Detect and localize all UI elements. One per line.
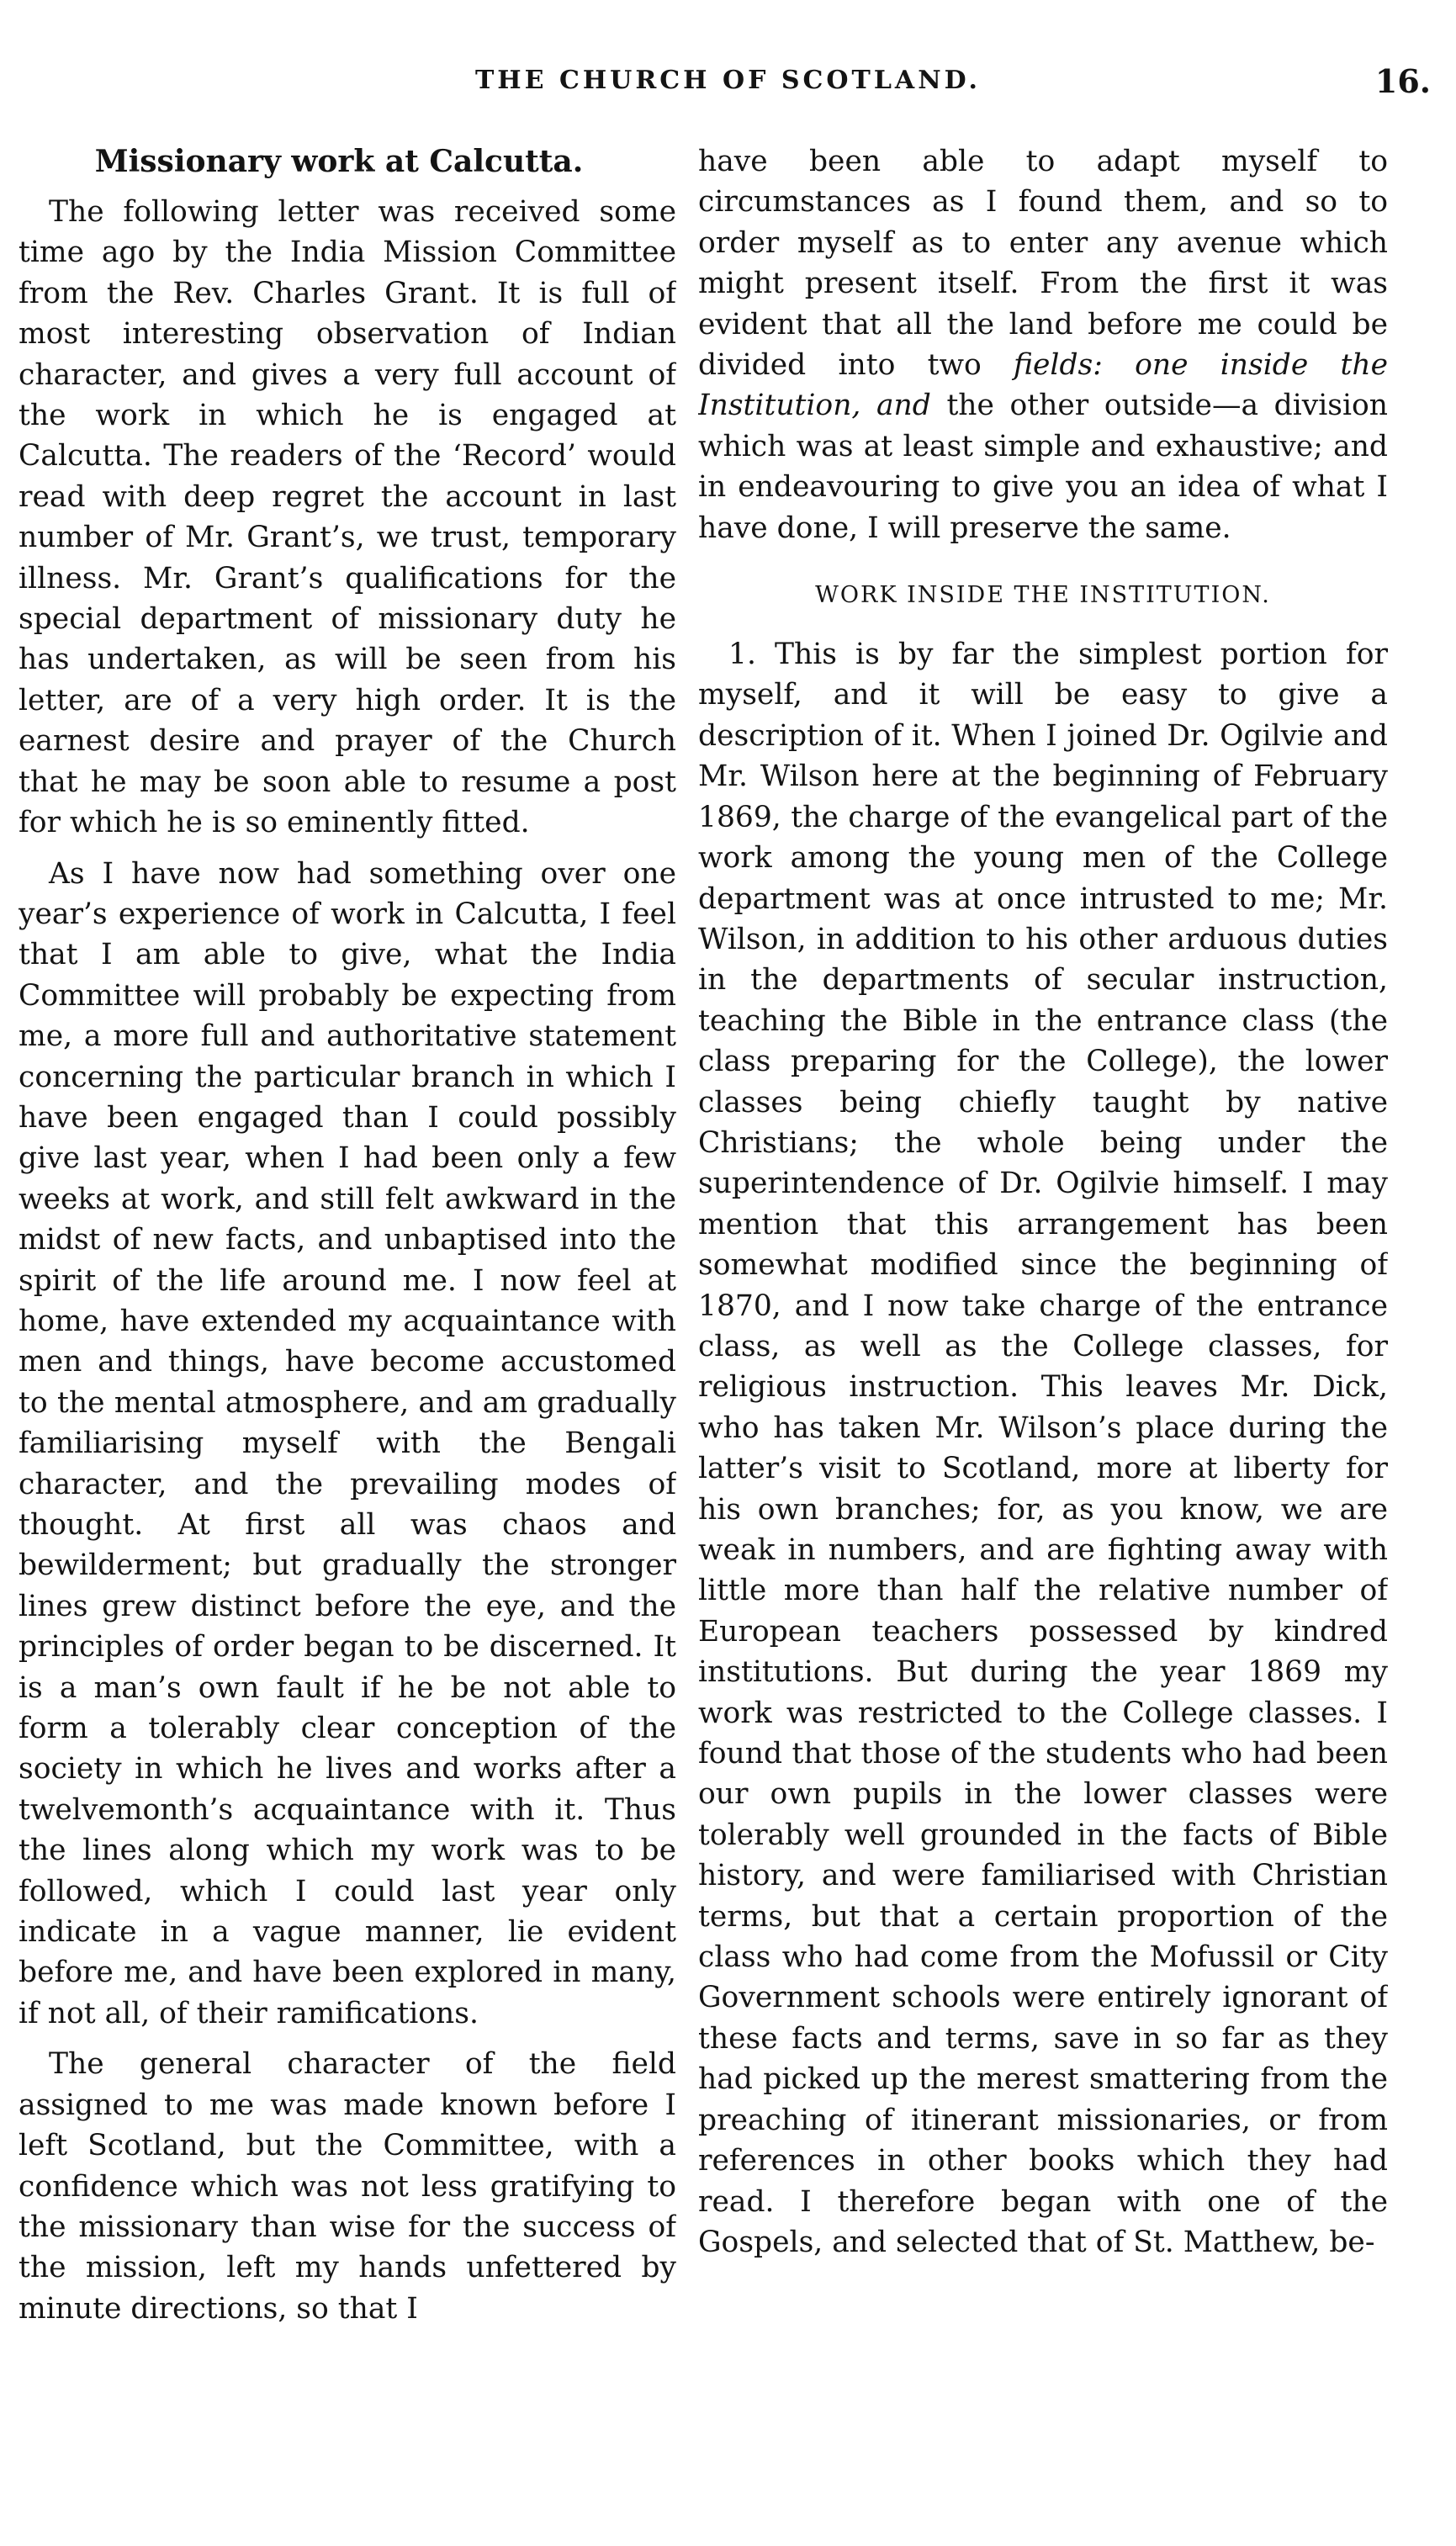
left-column (19, 141, 676, 2530)
running-head (0, 62, 1456, 100)
paragraph-work-inside: 1. This is by far the simplest portion for myself, and it will be easy to give a description of it. When I joined Dr. Ogilvie and Mr. Wilson here at the beginning of February 1869, the charge of the evangelical part of the work among the young men of the College department was at once intrusted to me; Mr. Wilson, in addition to his other arduous duties in the departments of secular instruction, teaching the Bible in the entrance class (the class preparing for the College), the lower classes being chiefly taught by native Christians; the whole being under the superintendence of Dr. Ogilvie himself. I may mention that this arrangement has been somewhat modified since the beginning of 1870, and I now take charge of the entrance class, as well as the College classes, for religious instruction. This leaves Mr. Dick, who has taken Mr. Wilson’s place during the latter’s visit to Scotland, more at liberty for his own branches; for, as you know, we are weak in numbers, and are fighting away with little more than half the relative number of European teachers possessed by kindred institutions. But during the year 1869 my work was restricted to the College classes. I found that those of the students who had been our own pupils in the lower classes were tolerably well grounded in the facts of Bible history, and were familiarised with Christian terms, but that a certain proportion of the class who had come from the Mofussil or City Government schools were entirely ignorant of these facts and terms, save in so far as they had picked up the merest smattering from the preaching of itinerant missionaries, or from references in other books which they had read. I therefore began with one of the Gospels, and selected that of St. Matthew, be- (698, 638, 1388, 2259)
continuation-italic: fields: one inside the Institution, and (698, 348, 1388, 423)
paragraph-intro: The following letter was received some time ago by the India Mission Committee from the Rev. Charles Grant. It is full of most interesting observation of Indian character, and gives a very full account of the work in which he is engaged at Calcutta. The readers of the ‘Record’ would read with deep regret the account in last number of Mr. Grant’s, we trust, temporary illness. Mr. Grant’s qualifications for the special department of missionary duty he has undertaken, as will be seen from his letter, are of a very high order. It is the earnest desire and prayer of the Church that he may be soon able to resume a post for which he is so eminently fitted. (19, 195, 676, 840)
right-column (698, 141, 1388, 2530)
section-heading: WORK INSIDE THE INSTITUTION. (815, 582, 1271, 609)
article-title: Missionary work at Calcutta. (94, 144, 584, 179)
paragraph-continuation (698, 141, 1388, 548)
page-number: 16. (1374, 62, 1431, 100)
continuation-text-end: the other outside—a division which was at least simple and exhaustive; and in endeavouring to give you an idea of what I have done, I will preserve the same. (698, 389, 1388, 545)
running-title: THE CHURCH OF SCOTLAND. (474, 66, 982, 95)
continuation-text: have been able to adapt myself to circumstances as I found them, and so to order myself as to enter any avenue which might present itself. From the first it was evident that all the land before me could be divided into two (698, 145, 1388, 383)
paragraph-general-character: The general character of the field assigned to me was made known before I left Scotland, but the Committee, with a confidence which was not less gratifying to the missionary than wise for the success of the mission, left my hands unfettered by minute directions, so that I (19, 2047, 676, 2326)
paragraph-letter-opening: As I have now had something over one year’s experience of work in Calcutta, I feel that I am able to give, what the India Committee will probably be expecting from me, a more full and authoritative statement concerning the particular branch in which I have been engaged than I could possibly give last year, when I had been only a few weeks at work, and still felt awkward in the midst of new facts, and unbaptised into the spirit of the life around me. I now feel at home, have extended my acquaintance with men and things, have become accustomed to the mental atmosphere, and am gradually familiarising myself with the Bengali character, and the prevailing modes of thought. At first all was chaos and bewilderment; but gradually the stronger lines grew distinct before the eye, and the principles of order began to be discerned. It is a man’s own fault if he be not able to form a tolerably clear conception of the society in which he lives and works after a twelvemonth’s acquaintance with it. Thus the lines along which my work was to be followed, which I could last year only indicate in a vague manner, lie evident before me, and have been explored in many, if not all, of their ramifications. (19, 856, 676, 2030)
